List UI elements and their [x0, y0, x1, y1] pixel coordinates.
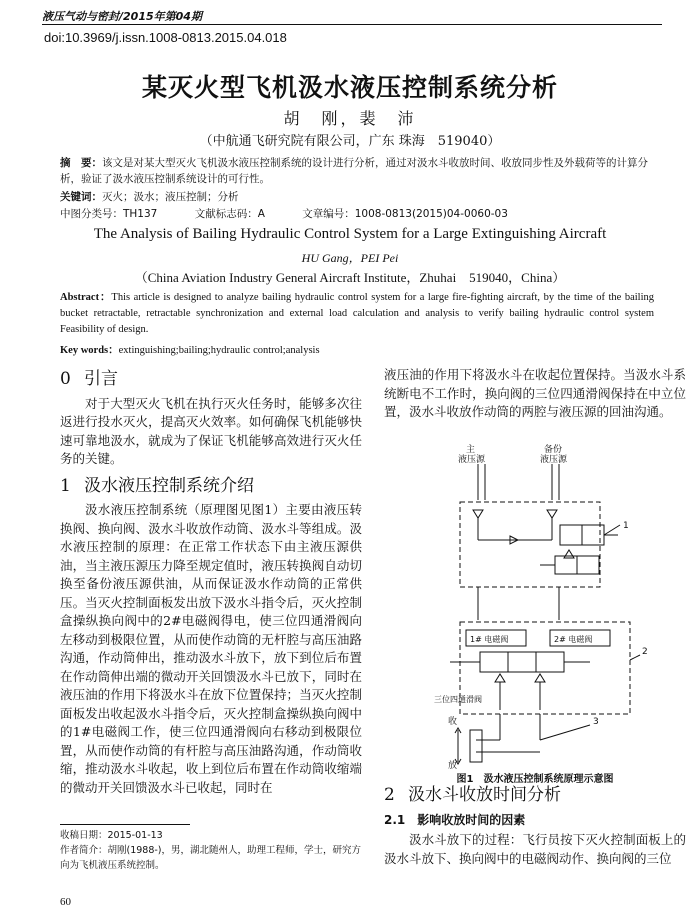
- keywords-en-text: extinguishing;bailing;hydraulic control;analysis: [118, 345, 320, 356]
- abstract-en-label: Abstract：: [60, 292, 112, 303]
- section-2-heading: [384, 786, 686, 805]
- leader-2: [630, 655, 640, 660]
- leader-3: [540, 725, 590, 740]
- section-0-heading: [60, 370, 362, 389]
- main-source-label-1: 主: [466, 445, 476, 455]
- backup-source-label-2: 液压源: [540, 455, 568, 465]
- abstract-en: [60, 290, 654, 338]
- retract-label: 收: [448, 717, 458, 727]
- page-number: 60: [60, 896, 71, 908]
- right-column-bottom: [384, 786, 686, 868]
- section-2-1-heading: 2.1 影响收放时间的因素: [384, 812, 526, 827]
- footnote: [60, 828, 365, 873]
- doi: doi:10.3969/j.issn.1008-0813.2015.04.018: [44, 30, 287, 45]
- authors-cn: 胡 刚，裴 沛: [283, 109, 417, 128]
- footnote-received: 收稿日期：2015-01-13: [60, 830, 163, 841]
- figure-label-1: 1: [623, 521, 629, 531]
- section-1-number: 1: [60, 475, 71, 496]
- section-0-paragraph: 对于大型灭火飞机在执行灭火任务时，能够多次往返进行投水灭火，提高灭火效率。如何确保飞机能够快速可靠地汲水，就成为了保证飞机能够高效进行灭火任务的关键。: [60, 395, 362, 466]
- figure-1-schematic: [434, 440, 660, 771]
- keywords-cn: [60, 189, 654, 204]
- title-en: The Analysis of Bailing Hydraulic Control System for a Large Extinguishing Aircraft: [93, 226, 607, 242]
- leader-1: [604, 525, 620, 535]
- title-cn: 某灭火型飞机汲水液压控制系统分析: [141, 73, 558, 102]
- classification: 中图分类号：TH137: [60, 208, 158, 220]
- journal-header: 液压气动与密封/2015年第04期: [42, 10, 202, 23]
- solenoid-2-label: 2# 电磁阀: [554, 635, 593, 644]
- section-2-number: 2: [384, 785, 395, 805]
- figure-label-3: 3: [593, 717, 599, 727]
- section-0-number: 0: [60, 369, 71, 389]
- actuator-cylinder: [470, 730, 482, 762]
- section-1-paragraph: 汲水液压控制系统（原理图见图1）主要由液压转换阀、换向阀、汲水斗收放作动筒、汲水斗等组成。汲水液压控制的原理：在正常工作状态下由主液压源供油，当主液压源压力降至规定值时，液压转换阀自动切换至备份液压源供油，从而保证汲水作动筒的正常供压。当灭火控制面板发出放下汲水斗指令后，灭火控制盒操纵换向阀中的2#电磁阀得电，使三位四通滑阀向左移动到极限位置，从而使作动筒的无杆腔与高压油路沟通，作动筒伸出，推动汲水斗放下，放下到位后布置在作动筒伸出端的微动开关回馈汲水斗已放下，同时在液压油的作用下将汲水斗在放下位置保持；当灭火控制面板发出收起汲水斗指令后，灭火控制盒操纵换向阀中的1#电磁阀工作，使三位四通滑阀向右移动到极限位置，从而使作动筒的有杆腔与高压油路沟通，作动筒收缩，推动汲水斗收起，收上到位后布置在作动筒收缩端的微动开关回馈汲水斗已收起，同时在: [60, 502, 362, 795]
- right-paragraph: 液压油的作用下将汲水斗在收起位置保持。当汲水斗系统断电不工作时，换向阀的三位四通滑阀保持在中立位置，汲水斗收放作动筒的两腔与液压源的回油沟通。: [384, 367, 686, 419]
- solenoid-1-label: 1# 电磁阀: [470, 635, 509, 644]
- authors-en: HU Gang，PEI Pei: [301, 251, 399, 265]
- header-rule: [42, 24, 662, 25]
- abstract-en-text: This article is designed to analyze bailing hydraulic control system for a large fire-fighting aircraft, by the time of the bailing bucket retractable, retractable synchronization and external load calculation and analysis to verify bailing hydraulic control system Feasibility of design.: [60, 292, 655, 335]
- figure-label-2: 2: [642, 647, 648, 657]
- keywords-en-label: Key words：: [60, 345, 119, 356]
- affiliation-cn: （中航通飞研究院有限公司，广东 珠海 519040）: [199, 134, 501, 149]
- check-valve-1: [473, 510, 483, 518]
- abstract-cn: [60, 155, 654, 187]
- check-valve-2: [547, 510, 557, 518]
- section-1-title: 汲水液压控制系统介绍: [84, 475, 254, 496]
- abstract-cn-label: 摘 要：: [60, 157, 102, 169]
- affiliation-en: （China Aviation Industry General Aircraft Institute，Zhuhai 519040，China）: [134, 270, 566, 285]
- footnote-rule: [60, 824, 190, 825]
- classification-row: [60, 206, 654, 221]
- right-column-top: [384, 366, 686, 422]
- doc-code: 文献标志码：A: [194, 208, 265, 220]
- left-column: [60, 362, 362, 797]
- section-0-title: 引言: [84, 369, 118, 389]
- keywords-cn-label: 关键词：: [60, 191, 102, 203]
- spool-label: 三位四通滑阀: [434, 695, 482, 704]
- footnote-author: 作者简介：胡刚(1988-)，男，湖北随州人，助理工程师，学士，研究方向为飞机液压系统控制。: [60, 845, 362, 871]
- section-2-1-paragraph: 汲水斗放下的过程：飞行员按下灭火控制面板上的汲水斗放下、换向阀中的电磁阀动作、换向阀的三位: [384, 832, 686, 866]
- section-2-title: 汲水斗收放时间分析: [408, 785, 561, 805]
- figure-1-caption: 图1 汲水液压控制系统原理示意图: [456, 774, 614, 785]
- abstract-cn-text: 该文是对某大型灭火飞机汲水液压控制系统的设计进行分析，通过对汲水斗收放时间、收放同步性及外载荷等的计算分析，验证了汲水液压控制系统设计的可行性。: [60, 157, 648, 185]
- main-source-label-2: 液压源: [458, 455, 486, 465]
- extend-label: 放: [448, 761, 458, 771]
- keywords-en: [60, 342, 654, 357]
- backup-source-label-1: 备份: [544, 445, 563, 455]
- article-number: 文章编号：1008-0813(2015)04-0060-03: [302, 208, 508, 220]
- keywords-cn-text: 灭火；汲水；液压控制；分析: [102, 191, 239, 203]
- section-1-heading: [60, 477, 362, 496]
